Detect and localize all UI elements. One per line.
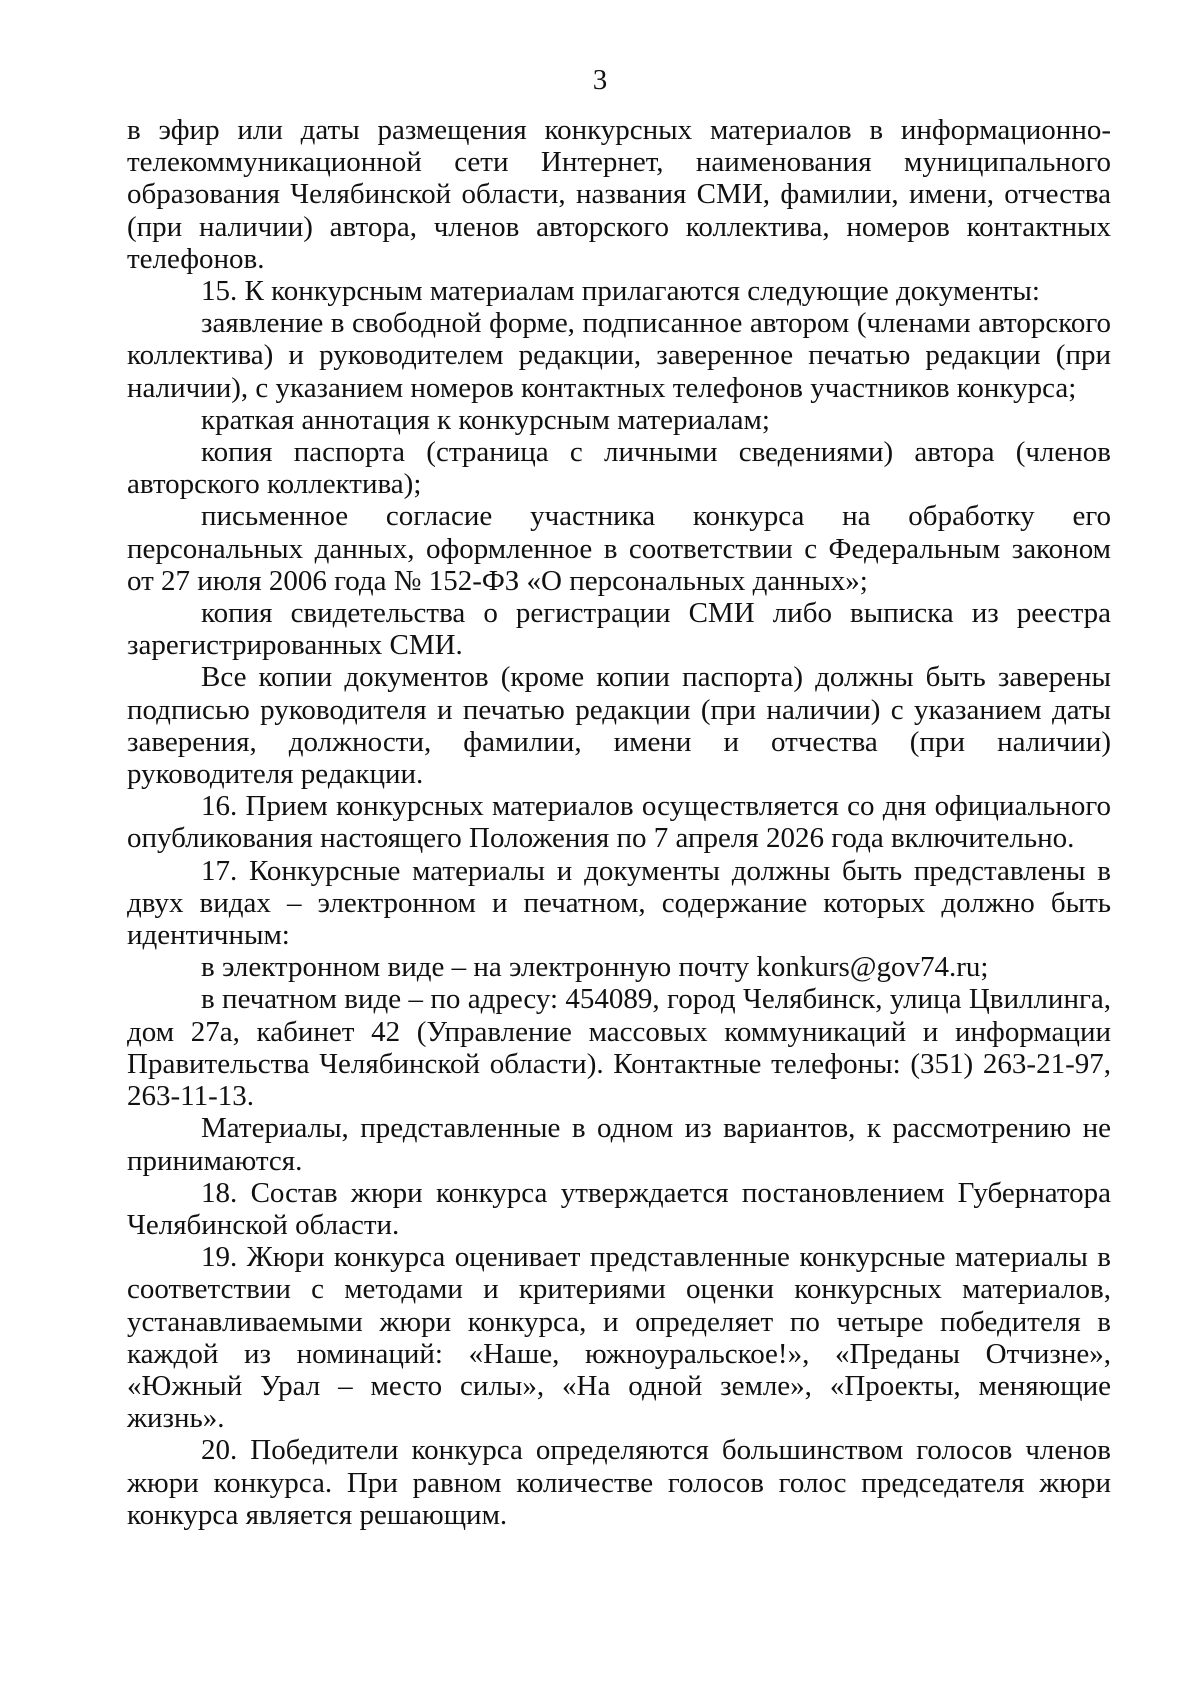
paragraph-single-variant: Материалы, представленные в одном из вариантов, к рассмотрению не принимаются. <box>127 1112 1111 1177</box>
paragraph-item-20: 20. Победители конкурса определяются большинством голосов членов жюри конкурса. При равном количестве голосов голос председателя жюри конкурса является решающим. <box>127 1434 1111 1531</box>
paragraph-electronic-form: в электронном виде – на электронную почту konkurs@gov74.ru; <box>201 951 989 984</box>
paragraph-item-17: 17. Конкурсные материалы и документы должны быть представлены в двух видах – электронном и печатном, содержание которых должно быть идентичным: <box>127 854 1111 952</box>
paragraph-item-15: 15. К конкурсным материалам прилагаются следующие документы: <box>201 275 1040 308</box>
page-number: 3 <box>592 64 608 96</box>
paragraph-passport-copy: копия паспорта (страница с личными сведениями) автора (членов авторского коллектива); <box>127 436 1111 501</box>
paragraph-item-19: 19. Жюри конкурса оценивает представленные конкурсные материалы в соответствии с методами и критериями оценки конкурсных материалов, устанавливаемыми жюри конкурса, и определяет по четыре победителя в каждой из номинаций: «Наше, южноуральское!», «Преданы Отчизне», «Южный Урал – место силы», «На одной земле», «Проекты, меняющие жизнь». <box>127 1241 1111 1435</box>
paragraph-contents-list: в эфир или даты размещения конкурсных материалов в информационно-телекоммуникационной сети Интернет, наименования муниципального образования Челябинской области, названия СМИ, фамилии, имени, отчества (при наличии) автора, членов авторского коллектива, номеров контактных телефонов. <box>127 114 1111 275</box>
paragraph-printed-form: в печатном виде – по адресу: 454089, город Челябинск, улица Цвиллинга, дом 27а, кабинет 42 (Управление массовых коммуникаций и информации Правительства Челябинской области). Контактные телефоны: (351) 263-21-97, 263-11-13. <box>127 983 1111 1113</box>
paragraph-application: заявление в свободной форме, подписанное автором (членами авторского коллектива) и руководителем редакции, заверенное печатью редакции (при наличии), с указанием номеров контактных телефонов участников конкурса; <box>127 307 1111 404</box>
paragraph-consent: письменное согласие участника конкурса на обработку его персональных данных, оформленное в соответствии с Федеральным законом от 27 июля 2006 года № 152-ФЗ «О персональных данных»; <box>127 500 1111 597</box>
paragraph-item-18: 18. Состав жюри конкурса утверждается постановлением Губернатора Челябинской области. <box>127 1176 1111 1241</box>
document-body <box>127 114 1111 1531</box>
paragraph-item-16: 16. Прием конкурсных материалов осуществляется со дня официального опубликования настоящего Положения по 7 апреля 2026 года включительно. <box>127 790 1111 855</box>
paragraph-annotation: краткая аннотация к конкурсным материалам; <box>201 403 770 436</box>
paragraph-registration-copy: копия свидетельства о регистрации СМИ либо выписка из реестра зарегистрированных СМИ. <box>127 597 1111 662</box>
paragraph-copies-certified: Все копии документов (кроме копии паспорта) должны быть заверены подписью руководителя и печатью редакции (при наличии) с указанием даты заверения, должности, фамилии, имени и отчества (при наличии) руководителя редакции. <box>127 661 1111 791</box>
